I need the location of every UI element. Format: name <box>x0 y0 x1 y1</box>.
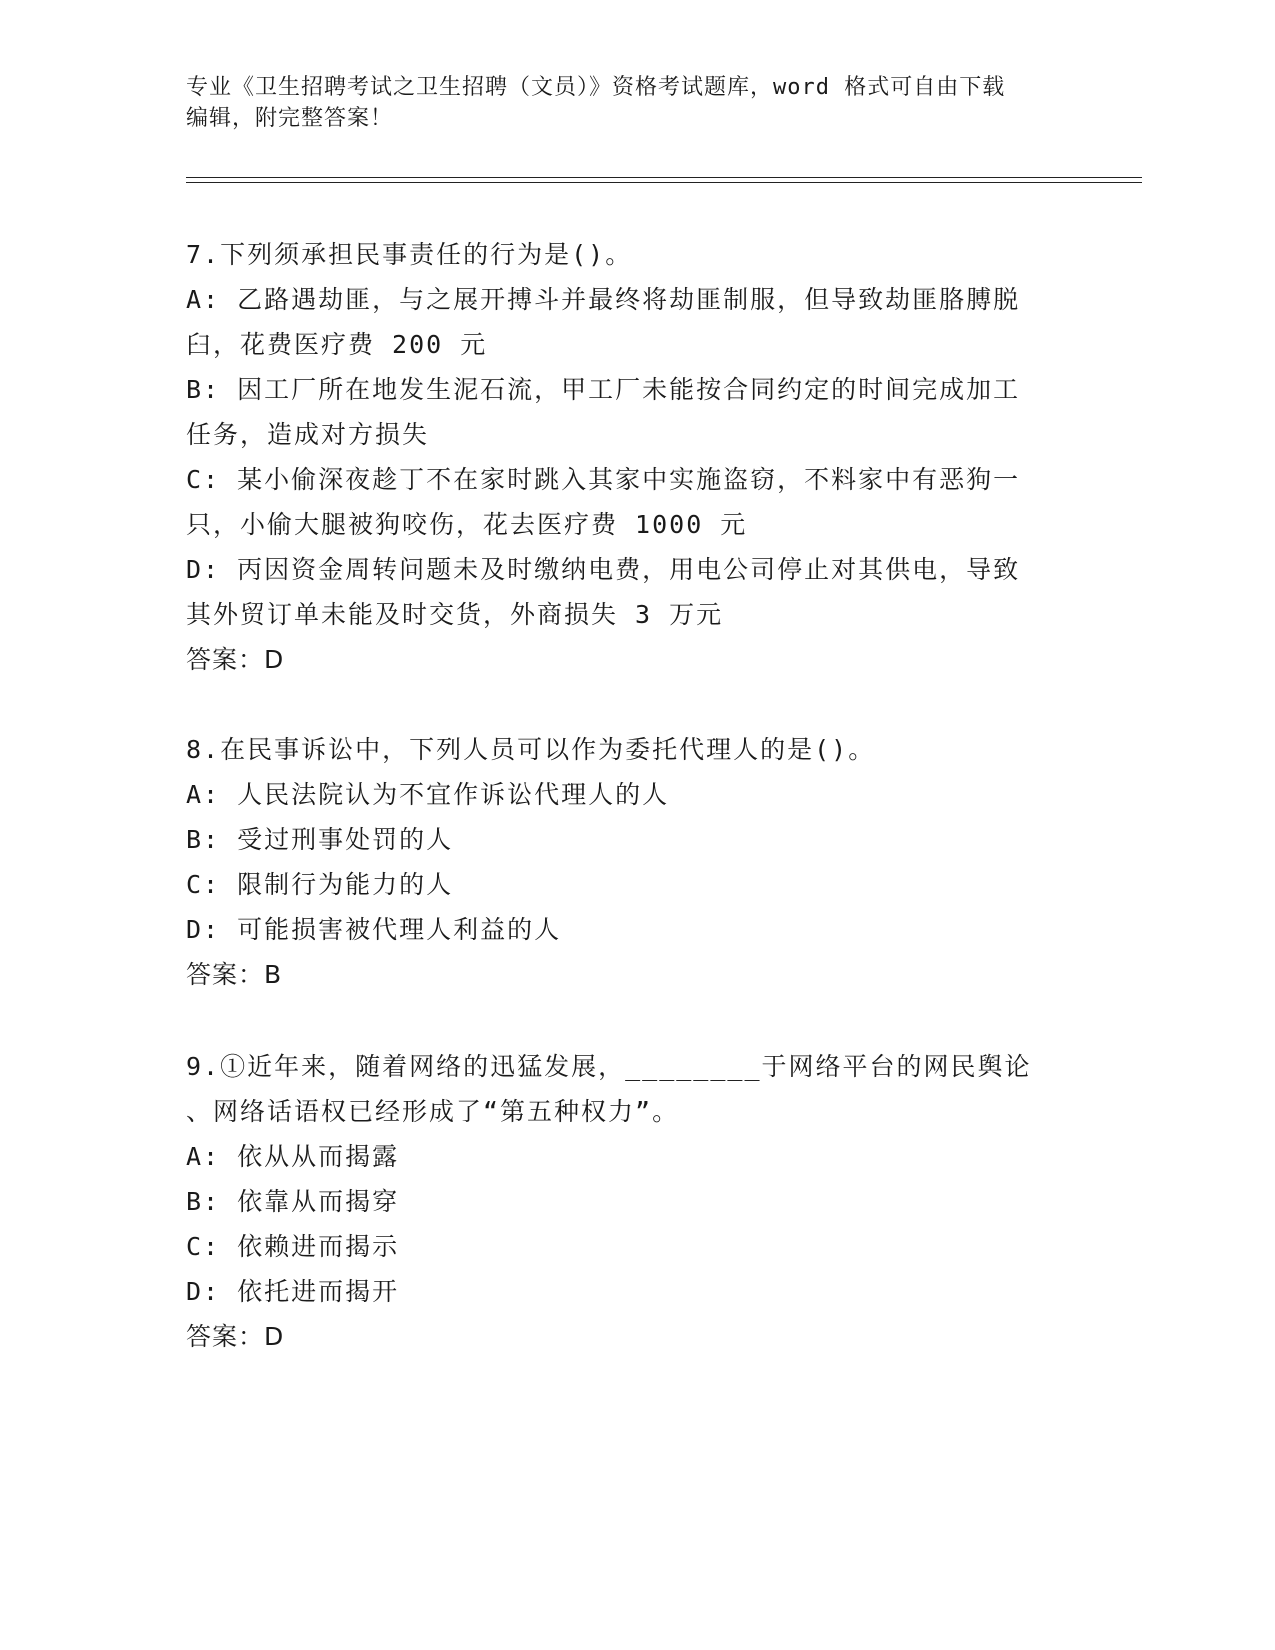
option-d: D: 可能损害被代理人利益的人 <box>186 915 562 944</box>
option-a: A: 乙路遇劫匪，与之展开搏斗并最终将劫匪制服，但导致劫匪胳膊脱 <box>186 285 1021 314</box>
option-c: C: 限制行为能力的人 <box>186 870 454 899</box>
question-8 <box>186 727 1086 997</box>
question-stem-continued: 、网络话语权已经形成了“第五种权力”。 <box>186 1097 680 1126</box>
option-b: B: 因工厂所在地发生泥石流，甲工厂未能按合同约定的时间完成加工 <box>186 375 1021 404</box>
question-9 <box>186 1044 1086 1359</box>
option-a-continued: 臼，花费医疗费 200 元 <box>186 330 488 359</box>
answer: 答案：B <box>186 960 283 989</box>
header-divider-bottom <box>186 182 1142 183</box>
option-c: C: 依赖进而揭示 <box>186 1232 400 1261</box>
option-d: D: 依托进而揭开 <box>186 1277 400 1306</box>
option-d-continued: 其外贸订单未能及时交货，外商损失 3 万元 <box>186 600 724 629</box>
option-b: B: 受过刑事处罚的人 <box>186 825 454 854</box>
option-b-continued: 任务，造成对方损失 <box>186 420 430 449</box>
option-b: B: 依靠从而揭穿 <box>186 1187 400 1216</box>
answer: 答案：D <box>186 1322 285 1351</box>
question-stem: 9.①近年来，随着网络的迅猛发展，________于网络平台的网民舆论 <box>186 1052 1032 1081</box>
header-divider-top <box>186 177 1142 178</box>
question-stem: 7.下列须承担民事责任的行为是()。 <box>186 240 633 269</box>
document-header <box>186 72 1086 134</box>
header-line-1: 专业《卫生招聘考试之卫生招聘（文员）》资格考试题库，word 格式可自由下载 <box>186 75 1006 100</box>
option-a: A: 依从从而揭露 <box>186 1142 400 1171</box>
option-c: C: 某小偷深夜趁丁不在家时跳入其家中实施盗窃，不料家中有恶狗一 <box>186 465 1021 494</box>
option-c-continued: 只，小偷大腿被狗咬伤，花去医疗费 1000 元 <box>186 510 748 539</box>
question-stem: 8.在民事诉讼中，下列人员可以作为委托代理人的是()。 <box>186 735 876 764</box>
answer: 答案：D <box>186 645 285 674</box>
option-a: A: 人民法院认为不宜作诉讼代理人的人 <box>186 780 670 809</box>
header-line-2: 编辑，附完整答案！ <box>186 106 394 131</box>
question-7 <box>186 232 1086 682</box>
option-d: D: 丙因资金周转问题未及时缴纳电费，用电公司停止对其供电，导致 <box>186 555 1021 584</box>
